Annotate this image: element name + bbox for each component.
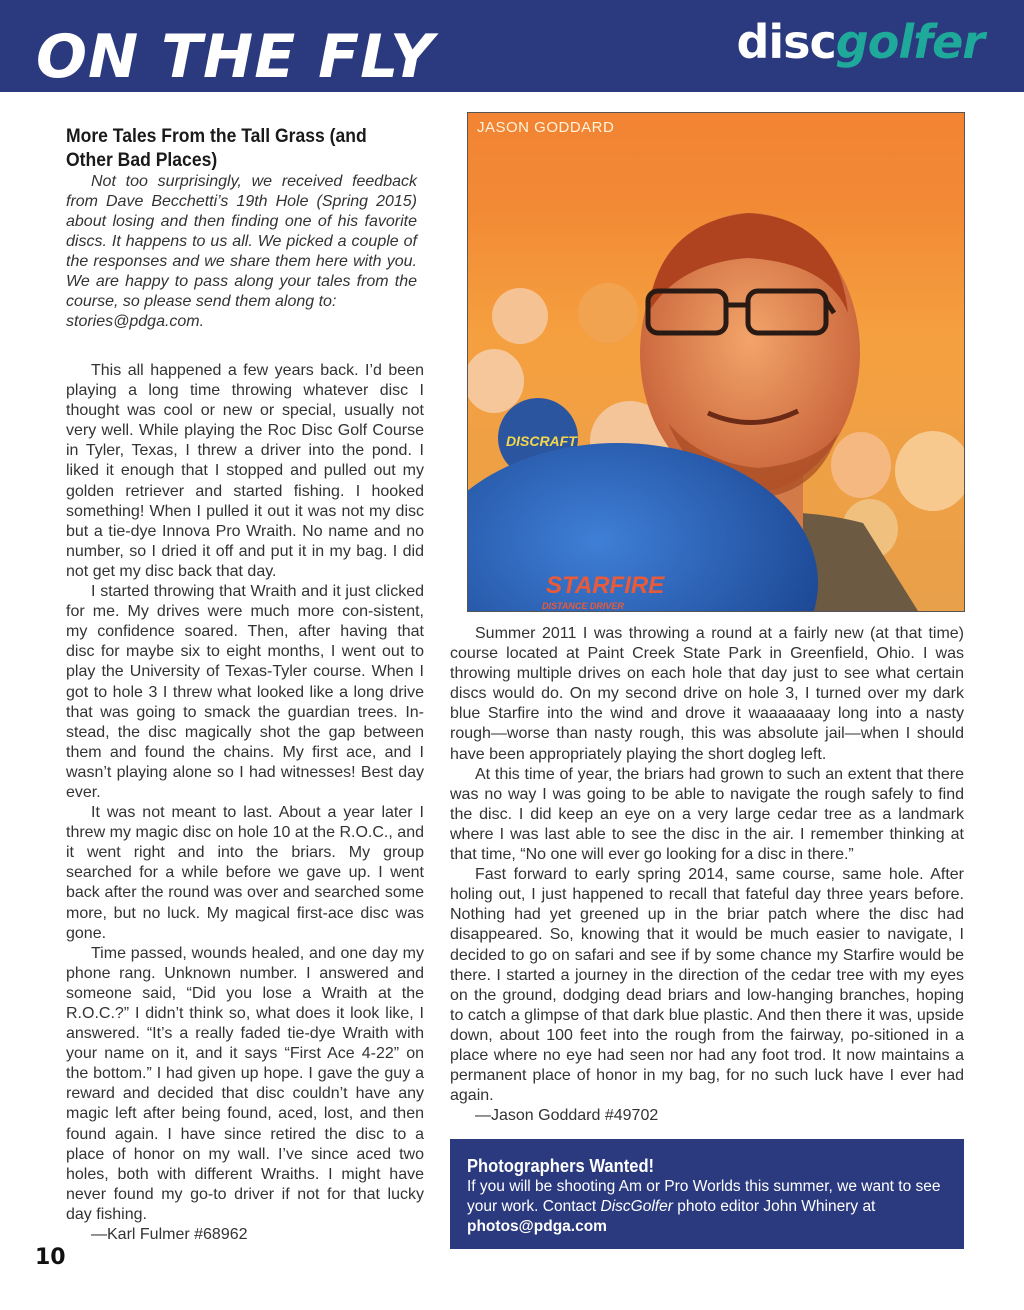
intro-body: Not too surprisingly, we received feedback from Dave Becchetti’s 19th Hole (Spring 2015) about losing and then finding one of his favorite discs. It happens to us all. We picked a couple of the responses and we share them here with you. We are happy to pass along your tales from the course, so please send them along to:: [66, 173, 417, 310]
callout-text-after: photo editor John Whinery at: [672, 1198, 876, 1215]
callout-title: Photographers Wanted!: [467, 1156, 655, 1176]
photo-illustration: [468, 113, 964, 611]
wall-disc-label: DISCRAFT: [506, 433, 577, 449]
story2-signature: —Jason Goddard #49702: [475, 1107, 659, 1125]
article-headline: More Tales From the Tall Grass (and Other Bad Places): [66, 125, 367, 171]
page-header: [0, 0, 1024, 92]
story1-paragraph: Time passed, wounds healed, and one day my phone rang. Unknown number. I answered and someone said, “Did you lose a Wraith at the R.O.C.?” I didn’t think so, what does it look like, I answered. “It’s a really faded tie-dye Wraith with your name on it, and it says “First Ace 4-22” on the bottom.” I had given up hope. I gave the guy a reward and decided that disc couldn’t have any magic left after being found, aced, lost, and then found again. I have since retired the disc to a place of honor on my wall. I’ve since aced two holes, both with different Wraiths. I might have never found my go-to driver if not for that lucky day fishing.: [66, 944, 424, 1223]
intro-block: [66, 124, 417, 332]
story1-paragraph: It was not meant to last. About a year later I threw my magic disc on hole 10 at the R.O.C., and it went right and into the briars. My group searched for a while before we gave up. I went back after the round was over and searched some more, but no luck. My magical first-ace disc was gone.: [66, 804, 424, 942]
article-photo: [467, 112, 965, 612]
intro-text: [66, 172, 417, 312]
story1-signature: —Karl Fulmer #68962: [91, 1226, 248, 1244]
story2-paragraph: Summer 2011 I was throwing a round at a fairly new (at that time) course located at Paint Creek State Park in Greenfield, Ohio. I was throwing multiple drives on each hole that day just to see what certain discs would do. On my second drive on hole 3, I turned over my dark blue Starfire into the wind and drove it waaaaaaay long into a nasty rough—worse than nasty rough, this was absolute jail—when I should have been appropriately playing the short dogleg left.: [450, 625, 964, 763]
story1-paragraph: I started throwing that Wraith and it just clicked for me. My drives were much more con-sistent, my confidence soared. Then, after having that disc for maybe six to eight months, I went out to play the University of Texas-Tyler course. When I got to hole 3 I threw what looked like a long drive that was going to smack the guardian trees. In-stead, the disc magically shot the gap between them and found the chains. My first ace, and I wasn’t playing alone so I had witnesses! Best day ever.: [66, 583, 424, 801]
story-jason-goddard: [450, 624, 964, 1126]
logo-disc-text: disc: [736, 15, 836, 69]
photographers-callout: [450, 1139, 964, 1249]
story2-paragraph: Fast forward to early spring 2014, same course, same hole. After holing out, I just happened to recall that fateful day three years before. Nothing had yet greened up in the briar patch where the disc had disappeared. So, knowing that it would be much easier to navigate, I decided to go on safari and see if by some chance my Starfire would be there. I started a journey in the direction of the cedar tree with my eyes on the ground, dodging dead briars and low-hanging branches, hoping to catch a glimpse of that dark blue plastic. And then there it was, upside down, about 100 feet into the rough from the fairway, po-sitioned in a place where no eye had seen nor had any foot trod. It now maintains a permanent place of honor in my bag, for no such luck have I ever had again.: [450, 866, 964, 1105]
callout-magazine: DiscGolfer: [600, 1198, 673, 1215]
section-title: ON THE FLY: [36, 22, 435, 92]
intro-email: stories@pdga.com.: [66, 313, 205, 330]
callout-text-before: If you will be shooting Am or Pro Worlds this summer, we want to see your work. Contact: [467, 1178, 941, 1215]
logo-golfer-text: golfer: [835, 15, 984, 69]
discgolfer-logo: [736, 14, 984, 70]
photo-credit: JASON GODDARD: [477, 119, 615, 136]
callout-email: photos@pdga.com: [467, 1218, 607, 1235]
story2-paragraph: At this time of year, the briars had grown to such an extent that there was no way I was going to be able to navigate the rough safely to find the disc. I did keep an eye on a very large cedar tree as a landmark where I was last able to see the disc in the air. I remember thinking at that time, “No one will ever go looking for a disc in there.”: [450, 765, 964, 864]
story-karl-fulmer: [66, 361, 424, 1245]
callout-text: [467, 1177, 957, 1237]
story1-paragraph: This all happened a few years back. I’d been playing a long time throwing whatever disc I thought was cool or new or special, usually not very well. While playing the Roc Disc Golf Course in Tyler, Texas, I threw a driver into the pond. I liked it enough that I stopped and pulled out my golden retriever and started fishing. I hooked something! When I pulled it out it was not my disc but a tie-dye Innova Pro Wraith. No name and no number, so I dried it off and put it in my bag. I did not get my disc back that day.: [66, 362, 424, 580]
disc-sublabel: DISTANCE DRIVER: [542, 601, 624, 611]
disc-label: STARFIRE: [546, 572, 665, 599]
page-number: 10: [35, 1245, 66, 1270]
